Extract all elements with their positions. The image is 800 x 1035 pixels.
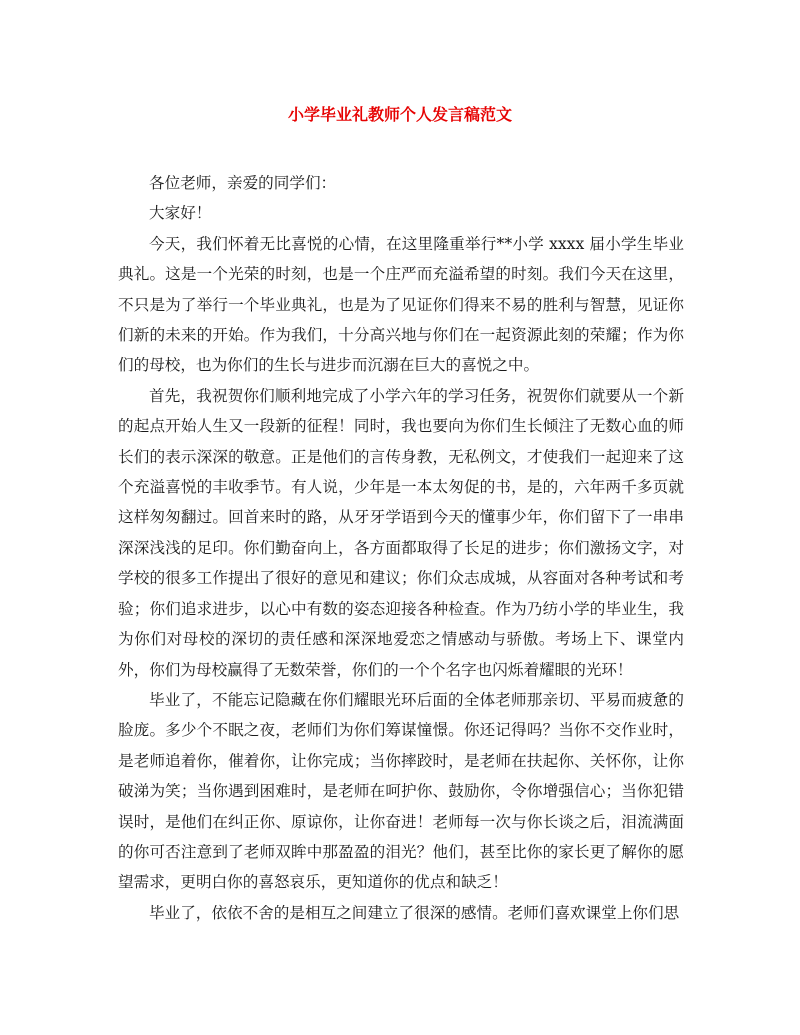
paragraph: 毕业了，不能忘记隐藏在你们耀眼光环后面的全体老师那亲切、平易而疲惫的脸庞。多少个不眠之夜，老师们为你们筹谋憧憬。你还记得吗？当你不交作业时，是老师追着你，催着你，让你完成；当你摔跤时，是老师在扶起你、关怀你，让你破涕为笑；当你遇到困难时，是老师在呵护你、鼓励你，令你增强信心；当你犯错误时，是他们在纠正你、原谅你，让你奋进！老师每一次与你长谈之后，泪流满面的你可否注意到了老师双眸中那盈盈的泪光？他们，甚至比你的家长更了解你的愿望需求，更明白你的喜怒哀乐，更知道你的优点和缺乏！	[118, 690, 684, 892]
document-title: 小学毕业礼教师个人发言稿范文	[287, 105, 512, 124]
document-body	[118, 168, 684, 928]
paragraph: 首先，我祝贺你们顺利地完成了小学六年的学习任务，祝贺你们就要从一个新的起点开始人生又一段新的征程！同时，我也要向为你们生长倾注了无数心血的师长们的表示深深的敬意。正是他们的言传身教，无私例文，才使我们一起迎来了这个充溢喜悦的丰收季节。有人说，少年是一本太匆促的书，是的，六年两千多页就这样匆匆翻过。回首来时的路，从牙牙学语到今天的懂事少年，你们留下了一串串深深浅浅的足印。你们勤奋向上，各方面都取得了长足的进步；你们激扬文字，对学校的很多工作提出了很好的意见和建议；你们众志成城，从容面对各种考试和考验；你们追求进步，以心中有数的姿态迎接各种检查。作为乃纺小学的毕业生，我为你们对母校的深切的责任感和深深地爱恋之情感动与骄傲。考场上下、课堂内外，你们为母校赢得了无数荣誉，你们的一个个名字也闪烁着耀眼的光环！	[118, 386, 684, 679]
paragraph: 毕业了，依依不舍的是相互之间建立了很深的感情。老师们喜欢课堂上你们思	[149, 903, 680, 922]
greeting: 大家好！	[149, 204, 212, 223]
salutation: 各位老师，亲爱的同学们：	[149, 174, 337, 192]
paragraph: 今天，我们怀着无比喜悦的心情，在这里隆重举行**小学 xxxx 届小学生毕业典礼。这是一个光荣的时刻，也是一个庄严而充溢希望的时刻。我们今天在这里，不只是为了举行一个毕业典礼，也是为了见证你们得来不易的胜利与智慧，见证你们新的未来的开始。作为我们，十分高兴地与你们在一起资源此刻的荣耀；作为你们的母校，也为你们的生长与进步而沉溺在巨大的喜悦之中。	[118, 234, 684, 375]
